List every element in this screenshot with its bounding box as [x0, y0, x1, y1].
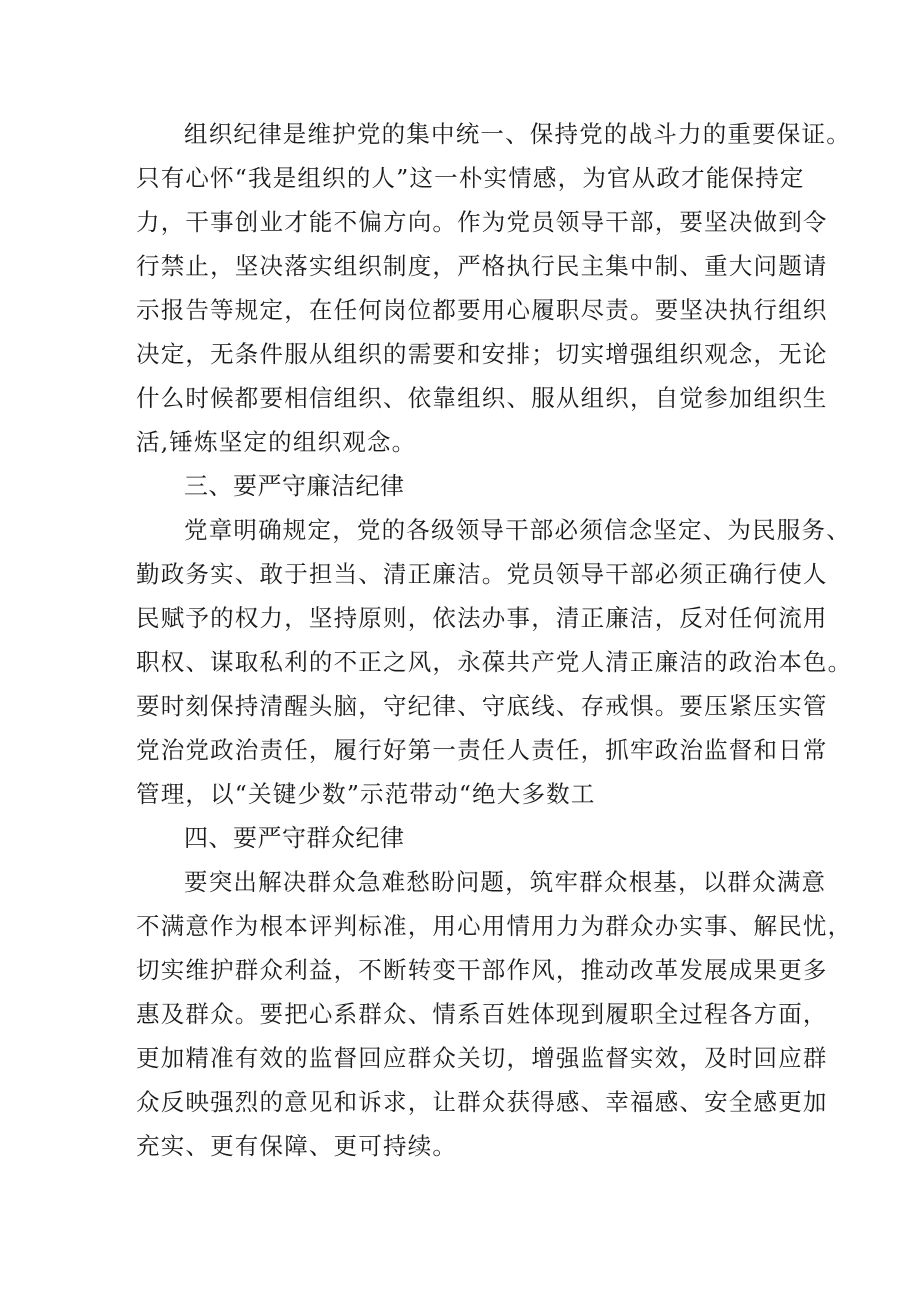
text-line: 活,锤炼坚定的组织观念。 [136, 428, 417, 456]
text-line: 众反映强烈的意见和诉求，让群众获得感、幸福感、安全感更加 [136, 1088, 828, 1116]
text-line: 示报告等规定，在任何岗位都要用心履职尽责。要坚决执行组织 [136, 296, 828, 324]
text-line: 党治党政治责任，履行好第一责任人责任，抓牢政治监督和日常 [136, 736, 828, 764]
text-line: 不满意作为根本评判标准，用心用情用力为群众办实事、解民忧， [136, 912, 853, 940]
text-line: 管理，以“关键少数”示范带动“绝大多数工 [136, 780, 596, 808]
section-heading: 四、要严守群众纪律 [184, 824, 405, 852]
text-line: 只有心怀“我是组织的人”这一朴实情感，为官从政才能保持定 [136, 164, 805, 192]
section-integrity-discipline [136, 464, 853, 816]
section-heading: 三、要严守廉洁纪律 [184, 472, 405, 500]
text-line: 勤政务实、敢于担当、清正廉洁。党员领导干部必须正确行使人 [136, 560, 828, 588]
text-line: 充实、更有保障、更可持续。 [136, 1132, 458, 1160]
text-line: 组织纪律是维护党的集中统一、保持党的战斗力的重要保证。 [184, 120, 851, 148]
text-line: 什么时候都要相信组织、依靠组织、服从组织，自觉参加组织生 [136, 384, 828, 412]
text-line: 惠及群众。要把心系群众、情系百姓体现到履职全过程各方面， [136, 1000, 828, 1028]
text-line: 要时刻保持清醒头脑，守纪律、守底线、存戒惧。要压紧压实管 [136, 692, 828, 720]
paragraph-organizational-discipline [136, 112, 851, 464]
text-line: 要突出解决群众急难愁盼问题，筑牢群众根基，以群众满意 [184, 868, 827, 896]
text-line: 切实维护群众利益，不断转变干部作风，推动改革发展成果更多 [136, 956, 828, 984]
text-line: 民赋予的权力，坚持原则，依法办事，清正廉洁，反对任何流用 [136, 604, 828, 632]
text-line: 职权、谋取私利的不正之风，永葆共产党人清正廉洁的政治本色。 [136, 648, 853, 676]
text-line: 力，干事创业才能不偏方向。作为党员领导干部，要坚决做到令 [136, 208, 828, 236]
text-line: 更加精准有效的监督回应群众关切，增强监督实效，及时回应群 [136, 1044, 828, 1072]
section-mass-discipline [136, 816, 853, 1168]
text-line: 党章明确规定，党的各级领导干部必须信念坚定、为民服务、 [184, 516, 851, 544]
text-line: 行禁止，坚决落实组织制度，严格执行民主集中制、重大问题请 [136, 252, 828, 280]
document-page [136, 112, 853, 1168]
text-line: 决定，无条件服从组织的需要和安排；切实增强组织观念，无论 [136, 340, 828, 368]
